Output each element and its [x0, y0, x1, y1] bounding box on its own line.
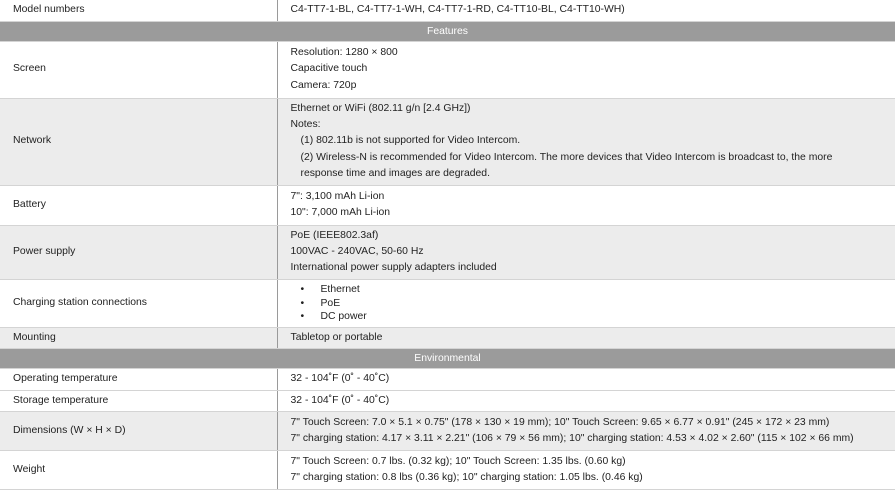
row-power-supply: [0, 225, 895, 279]
row-label: Power supply: [0, 225, 277, 279]
value-line: 7" charging station: 4.17 × 3.11 × 2.21" (106 × 79 × 56 mm); 10" charging station: 4.53 × 4.02 × 2.60" (115 × 102 × 66 mm): [291, 431, 895, 447]
row-value: C4-TT7-1-BL, C4-TT7-1-WH, C4-TT7-1-RD, C4-TT10-BL, C4-TT10-WH): [277, 0, 895, 21]
section-title: Environmental: [0, 349, 895, 369]
list-item-text: Ethernet: [321, 284, 360, 295]
row-value: [277, 185, 895, 225]
row-charging-station: [0, 279, 895, 327]
section-header-environmental: [0, 349, 895, 369]
list-item: [301, 283, 895, 296]
section-header-features: [0, 21, 895, 41]
row-model-numbers: [0, 0, 895, 21]
row-screen: [0, 41, 895, 98]
row-label: Operating temperature: [0, 369, 277, 390]
row-value: [277, 411, 895, 450]
value-line: 100VAC - 240VAC, 50-60 Hz: [291, 244, 895, 260]
value-line: Resolution: 1280 × 800: [291, 45, 895, 61]
row-battery: [0, 185, 895, 225]
row-network: [0, 98, 895, 185]
row-storage-temperature: [0, 390, 895, 411]
row-value: 32 - 104˚F (0˚ - 40˚C): [277, 369, 895, 390]
value-line: Capacitive touch: [291, 61, 895, 77]
value-line: 7": 3,100 mAh Li-ion: [291, 189, 895, 205]
value-line: Ethernet or WiFi (802.11 g/n [2.4 GHz]): [291, 101, 895, 117]
row-weight: [0, 450, 895, 489]
row-label: Network: [0, 98, 277, 185]
row-label: Weight: [0, 450, 277, 489]
value-line: PoE (IEEE802.3af): [291, 228, 895, 244]
row-dimensions: [0, 411, 895, 450]
row-label: Model numbers: [0, 0, 277, 21]
bullet-icon: •: [301, 310, 321, 323]
section-title: Features: [0, 21, 895, 41]
value-line: 10": 7,000 mAh Li-ion: [291, 205, 895, 221]
row-label: Mounting: [0, 327, 277, 348]
value-line: International power supply adapters included: [291, 260, 895, 276]
row-value: Tabletop or portable: [277, 327, 895, 348]
list-item: [301, 310, 895, 323]
row-value: [277, 41, 895, 98]
row-label: Screen: [0, 41, 277, 98]
row-label: Charging station connections: [0, 279, 277, 327]
value-line: 7" charging station: 0.8 lbs (0.36 kg); 10" charging station: 1.05 lbs. (0.46 kg): [291, 470, 895, 486]
value-line: 7" Touch Screen: 7.0 × 5.1 × 0.75" (178 × 130 × 19 mm); 10" Touch Screen: 9.65 × 6.77 × 0.91" (245 × 172 × 23 mm): [291, 415, 895, 431]
row-value: [277, 450, 895, 489]
note-line: response time and images are degraded.: [291, 166, 895, 182]
row-operating-temperature: [0, 369, 895, 390]
row-label: Battery: [0, 185, 277, 225]
note-line: (2) Wireless-N is recommended for Video Intercom. The more devices that Video Intercom is broadcast to, the more: [291, 150, 895, 166]
row-value: [277, 98, 895, 185]
row-mounting: [0, 327, 895, 348]
value-line: Notes:: [291, 117, 895, 133]
row-value: 32 - 104˚F (0˚ - 40˚C): [277, 390, 895, 411]
value-line: 7" Touch Screen: 0.7 lbs. (0.32 kg); 10" Touch Screen: 1.35 lbs. (0.60 kg): [291, 454, 895, 470]
value-line: Camera: 720p: [291, 78, 895, 94]
row-label: Dimensions (W × H × D): [0, 411, 277, 450]
note-line: (1) 802.11b is not supported for Video Intercom.: [291, 133, 895, 149]
list-item: [301, 297, 895, 310]
row-value: [277, 279, 895, 327]
bullet-icon: •: [301, 283, 321, 296]
row-label: Storage temperature: [0, 390, 277, 411]
row-value: [277, 225, 895, 279]
list-item-text: DC power: [321, 311, 367, 322]
bullet-icon: •: [301, 297, 321, 310]
bullet-list: [291, 283, 895, 323]
list-item-text: PoE: [321, 298, 341, 309]
